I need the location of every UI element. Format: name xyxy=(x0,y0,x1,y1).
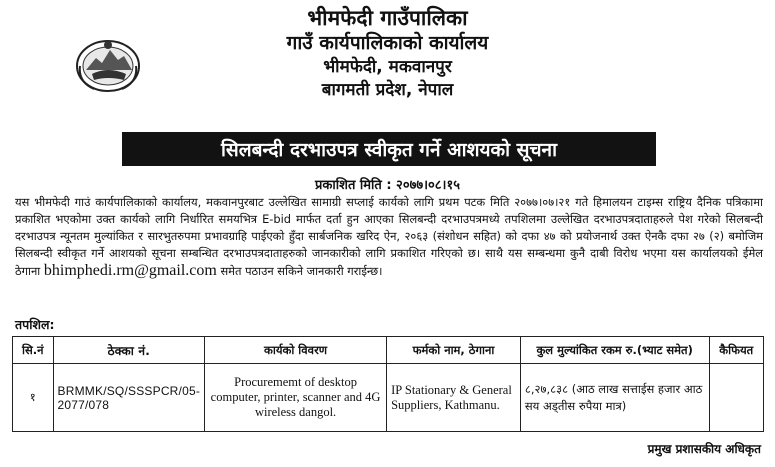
bid-details-table xyxy=(12,336,764,432)
col-header-remarks: कैफियत xyxy=(709,337,764,364)
office-header xyxy=(0,4,775,99)
cell-amount: ८,२७,८३८ (आठ लाख सत्ताईस हजार आठ सय अड्तीस रुपैया मात्र) xyxy=(520,364,709,432)
table-header-row xyxy=(13,337,764,364)
cell-sn: १ xyxy=(13,364,54,432)
cell-firm: IP Stationary & General Suppliers, Kathmanu. xyxy=(387,364,521,432)
details-label: तपशिल: xyxy=(15,317,55,332)
notice-body xyxy=(15,194,763,280)
email-address: bhimphedi.rm@gmail.com xyxy=(43,262,217,279)
col-header-description: कार्यको विवरण xyxy=(205,337,387,364)
table-row xyxy=(13,364,764,432)
office-name: गाउँ कार्यपालिकाको कार्यालय xyxy=(286,32,489,54)
col-header-amount: कुल मुल्यांकित रकम रु.(भ्याट समेत) xyxy=(520,337,709,364)
published-date: प्रकाशित मिति : २०७७।०८।१५ xyxy=(315,178,460,193)
notice-body-end: समेत पठाउन सकिने जानकारी गराईन्छ। xyxy=(220,264,383,278)
col-header-sn: सि.नं xyxy=(13,337,54,364)
notice-body-text: यस भीमफेदी गाउं कार्यपालिकाको कार्यालय, मकवानपुरबाट उल्लेखित सामाग्री सप्लाई कार्यको लागि प्रथम पटक मिति २०७७।०७।२१ गते हिमालयन टाइम्स राष्ट्रिय दैनिक पत्रिकामा प्रकाशित भएकोमा उक्त कार्यको लागि निर्धारित समयभित्र E-bid मार्फत दर्ता हुन आएका सिलबन्दी दरभाउपत्रमध्ये तपशिलमा उल्लेखित दरभाउपत्रदाताहरुले पेश गरेको सिलबन्दी दरभाउपत्र न्यूनतम मुल्यांकित र सारभुतरुपमा प्रभावग्राहि पाईएको हुँदा सार्बजनिक खरिद ऐन, २०६३ (संशोधन सहित) को दफा ४७ को प्रयोजनार्थ उक्त ऐनकै दफा २७ (२) बमोजिम सिलबन्दी स्वीकृत गर्ने आशयको सूचना सम्बन्धित दरभाउपत्रदाताहरुको जानकारीको लागि प्रकाशित गरिएको छ। साथै यस सम्बन्धमा कुनै दाबी विरोध भएमा यस कार्यालयको ईमेल ठेगाना xyxy=(15,195,763,278)
col-header-firm: फर्मको नाम, ठेगाना xyxy=(387,337,521,364)
office-location: भीमफेदी, मकवानपुर xyxy=(323,57,452,77)
notice-title-banner: सिलबन्दी दरभाउपत्र स्वीकृत गर्ने आशयको सूचना xyxy=(122,132,656,166)
col-header-contract: ठेक्का नं. xyxy=(53,337,205,364)
province-country: बागमती प्रदेश, नेपाल xyxy=(321,80,454,100)
cell-remarks xyxy=(709,364,764,432)
cell-description: Procurememt of desktop computer, printer, scanner and 4G wireless dangol. xyxy=(205,364,387,432)
cell-contract-no: BRMMK/SQ/SSSPCR/05-2077/078 xyxy=(53,364,205,432)
municipality-name: भीमफेदी गाउँपालिका xyxy=(307,6,468,30)
signatory-title: प्रमुख प्रशासकीय अधिकृत xyxy=(647,442,761,456)
